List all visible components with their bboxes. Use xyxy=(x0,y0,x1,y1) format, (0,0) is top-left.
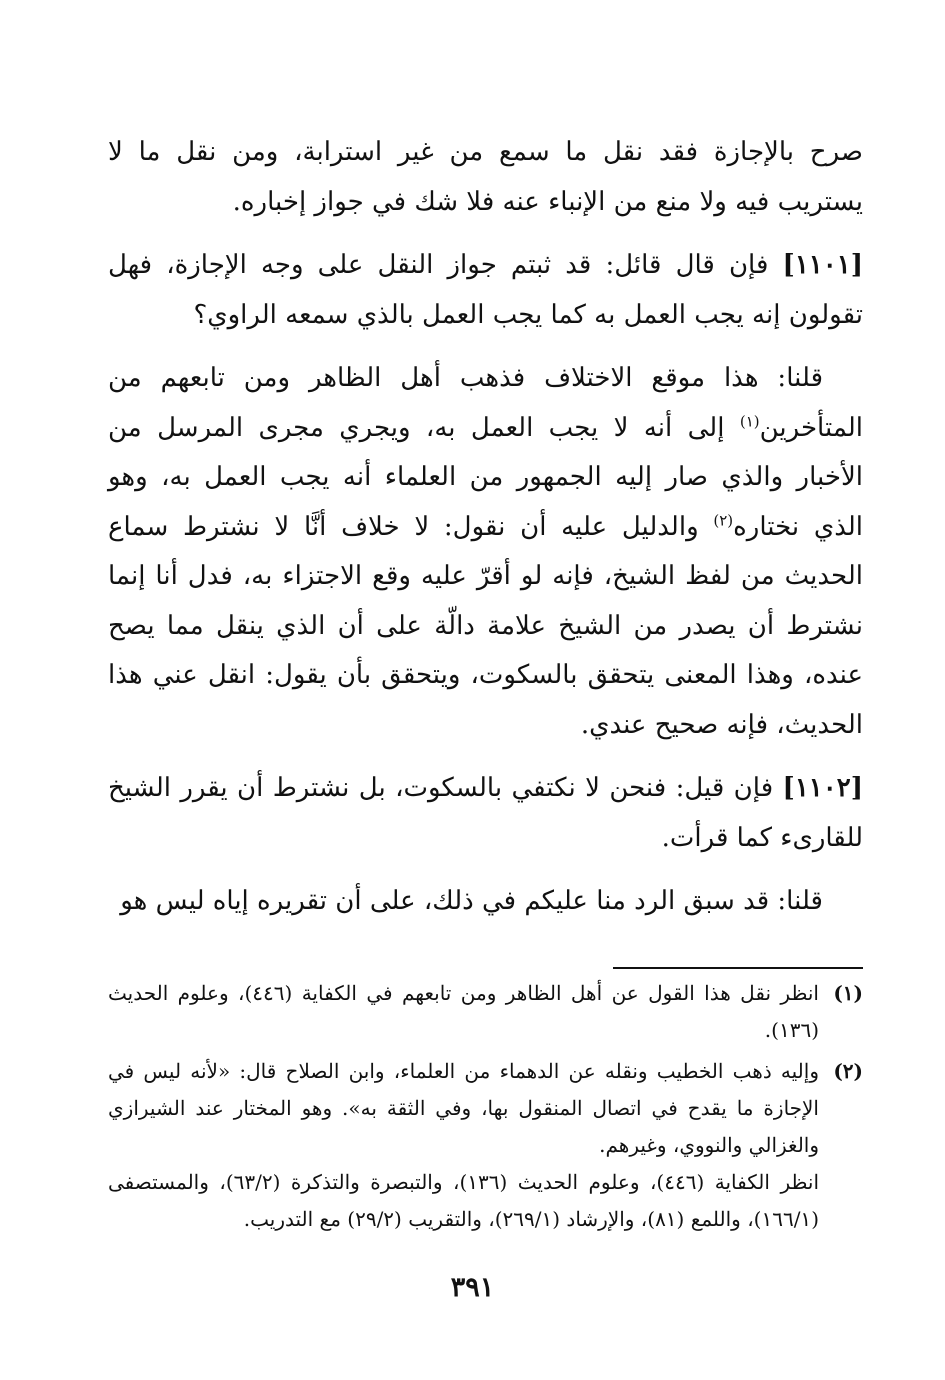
footnote-body xyxy=(108,975,819,1049)
footnote-marker-1[interactable]: (١) xyxy=(739,411,760,430)
paragraph-1 xyxy=(108,128,863,227)
footnote-number: (١) xyxy=(833,980,863,1005)
paragraph-text: قلنا: قد سبق الرد منا عليكم في ذلك، على أن تقريره إياه ليس هو xyxy=(120,886,823,916)
footnote-text: وإليه ذهب الخطيب ونقله عن الدهماء من العلماء، وابن الصلاح قال: «لأنه ليس في الإجازة ما يقدح في اتصال المنقول بها، وفي الثقة به». وهو المختار عند الشيرازي والغزالي والنووي، وغيرهم. xyxy=(108,1058,819,1157)
footnote-marker-2[interactable]: (٢) xyxy=(713,510,734,529)
paragraph-5 xyxy=(108,877,863,927)
paragraph-text: إلى أنه لا يجب العمل به، ويجري مجرى المرسل من الأخبار والذي صار إليه الجمهور من العلماء أنه يجب العمل به، وهو الذي نختاره xyxy=(108,412,863,542)
footnote-2 xyxy=(108,1053,863,1238)
paragraph-2 xyxy=(108,241,863,340)
footnote-number: (٢) xyxy=(833,1058,863,1083)
paragraph-text: والدليل عليه أن نقول: لا خلاف أنَّا لا نشترط سماع الحديث من لفظ الشيخ، فإنه لو أقرّ عليه وقع الاجتزاء به، فدل أنا إنما نشترط أن يصدر من الشيخ علامة دالّة على أن الذي ينقل مما يصح عنده، وهذا المعنى يتحقق بالسكوت، ويتحقق بأن يقول: انقل عني هذا الحديث، فإنه صحيح عندي. xyxy=(108,511,863,740)
paragraph-number: [١١٠٢] xyxy=(782,773,863,803)
paragraph-number: [١١٠١] xyxy=(782,250,863,280)
page-content xyxy=(108,128,863,1242)
footnote-text: انظر الكفاية (٤٤٦)، وعلوم الحديث (١٣٦)، والتبصرة والتذكرة (٦٣/٢)، والمستصفى (١٦٦/١)، واللمع (٨١)، والإرشاد (٢٦٩/١)، والتقريب (٢٩/٢) مع التدريب. xyxy=(108,1169,820,1231)
footnotes xyxy=(108,975,863,1238)
page-number: ٣٩١ xyxy=(450,1272,495,1303)
paragraph-text: صرح بالإجازة فقد نقل ما سمع من غير استرابة، ومن نقل ما لا يستريب فيه ولا منع من الإنباء عنه فلا شك في جواز إخباره. xyxy=(108,137,863,217)
paragraph-text: فإن قال قائل: قد ثبتم جواز النقل على وجه الإجازة، فهل تقولون إنه يجب العمل به كما يجب العمل بالذي سمعه الراوي؟ xyxy=(108,250,863,330)
paragraph-4 xyxy=(108,764,863,863)
paragraph-text: فإن قيل: فنحن لا نكتفي بالسكوت، بل نشترط أن يقرر الشيخ للقارىء كما قرأت. xyxy=(108,773,863,853)
footnote-divider xyxy=(613,967,863,969)
footnote-body xyxy=(108,1053,819,1238)
paragraph-text: قلنا: هذا موقع الاختلاف فذهب أهل الظاهر ومن تابعهم من المتأخرين xyxy=(108,363,863,443)
footnote-text: انظر نقل هذا القول عن أهل الظاهر ومن تابعهم في الكفاية (٤٤٦)، وعلوم الحديث (١٣٦). xyxy=(108,980,819,1042)
footnote-1 xyxy=(108,975,863,1049)
paragraph-3 xyxy=(108,354,863,750)
main-text xyxy=(108,128,863,927)
